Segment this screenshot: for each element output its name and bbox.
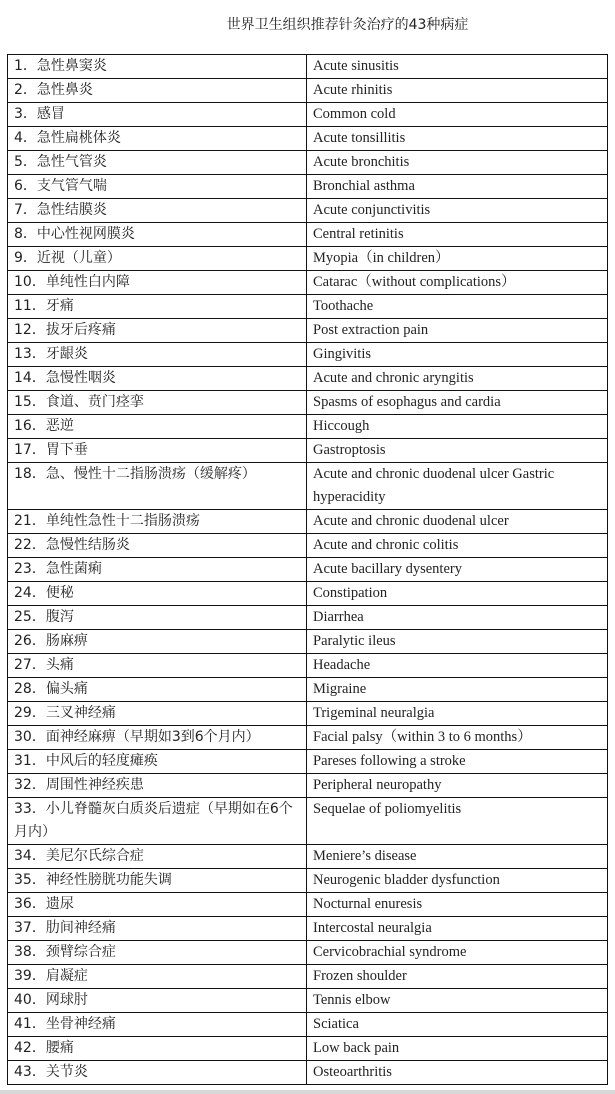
condition-chinese-name: 7．急性结膜炎	[8, 199, 307, 223]
table-row	[8, 55, 608, 79]
table-row	[8, 151, 608, 175]
condition-chinese-name: 31．中风后的轻度瘫痪	[8, 750, 307, 774]
condition-english-name: Headache	[307, 654, 608, 678]
condition-chinese-name: 38．颈臂综合症	[8, 941, 307, 965]
table-row	[8, 439, 608, 463]
condition-chinese-name: 6．支气管气喘	[8, 175, 307, 199]
table-row	[8, 295, 608, 319]
condition-chinese-name: 22．急慢性结肠炎	[8, 534, 307, 558]
condition-chinese-name: 5．急性气管炎	[8, 151, 307, 175]
bottom-divider	[0, 1090, 615, 1094]
condition-chinese-name: 39．肩凝症	[8, 965, 307, 989]
condition-english-name: Paralytic ileus	[307, 630, 608, 654]
condition-chinese-name: 26．肠麻痹	[8, 630, 307, 654]
table-row	[8, 79, 608, 103]
condition-english-name: Toothache	[307, 295, 608, 319]
condition-chinese-name: 18．急、慢性十二指肠溃疡（缓解疼）	[8, 463, 307, 510]
condition-chinese-name: 8．中心性视网膜炎	[8, 223, 307, 247]
condition-english-name: Central retinitis	[307, 223, 608, 247]
condition-chinese-name: 17．胃下垂	[8, 439, 307, 463]
condition-chinese-name: 37．肋间神经痛	[8, 917, 307, 941]
condition-chinese-name: 1．急性鼻窦炎	[8, 55, 307, 79]
condition-english-name: Post extraction pain	[307, 319, 608, 343]
table-row	[8, 175, 608, 199]
condition-english-name: Common cold	[307, 103, 608, 127]
condition-english-name: Trigeminal neuralgia	[307, 702, 608, 726]
table-row	[8, 869, 608, 893]
table-row	[8, 103, 608, 127]
condition-english-name: Diarrhea	[307, 606, 608, 630]
condition-english-name: Osteoarthritis	[307, 1061, 608, 1085]
condition-english-name: Gingivitis	[307, 343, 608, 367]
condition-chinese-name: 24．便秘	[8, 582, 307, 606]
condition-chinese-name: 13．牙龈炎	[8, 343, 307, 367]
condition-chinese-name: 10．单纯性白内障	[8, 271, 307, 295]
table-row	[8, 845, 608, 869]
table-row	[8, 367, 608, 391]
condition-english-name: Acute bronchitis	[307, 151, 608, 175]
condition-english-name: Constipation	[307, 582, 608, 606]
condition-english-name: Sequelae of poliomyelitis	[307, 798, 608, 845]
condition-chinese-name: 35．神经性膀胱功能失调	[8, 869, 307, 893]
table-row	[8, 558, 608, 582]
table-row	[8, 630, 608, 654]
condition-chinese-name: 28．偏头痛	[8, 678, 307, 702]
table-row	[8, 127, 608, 151]
table-row	[8, 774, 608, 798]
condition-english-name: Acute and chronic aryngitis	[307, 367, 608, 391]
table-row	[8, 510, 608, 534]
condition-chinese-name: 29．三叉神经痛	[8, 702, 307, 726]
table-row	[8, 319, 608, 343]
condition-chinese-name: 40．网球肘	[8, 989, 307, 1013]
condition-english-name: Frozen shoulder	[307, 965, 608, 989]
condition-english-name: Low back pain	[307, 1037, 608, 1061]
condition-chinese-name: 30．面神经麻痹（早期如3到6个月内）	[8, 726, 307, 750]
table-row	[8, 199, 608, 223]
condition-english-name: Bronchial asthma	[307, 175, 608, 199]
condition-english-name: Gastroptosis	[307, 439, 608, 463]
table-row	[8, 654, 608, 678]
table-row	[8, 534, 608, 558]
condition-english-name: Neurogenic bladder dysfunction	[307, 869, 608, 893]
table-row	[8, 606, 608, 630]
condition-chinese-name: 2．急性鼻炎	[8, 79, 307, 103]
condition-english-name: Acute sinusitis	[307, 55, 608, 79]
condition-chinese-name: 34．美尼尔氏综合症	[8, 845, 307, 869]
condition-english-name: Myopia（in children）	[307, 247, 608, 271]
condition-english-name: Acute tonsillitis	[307, 127, 608, 151]
table-row	[8, 582, 608, 606]
condition-chinese-name: 3．感冒	[8, 103, 307, 127]
table-row	[8, 917, 608, 941]
table-row	[8, 989, 608, 1013]
table-row	[8, 1037, 608, 1061]
table-row	[8, 965, 608, 989]
condition-chinese-name: 43．关节炎	[8, 1061, 307, 1085]
condition-english-name: Tennis elbow	[307, 989, 608, 1013]
condition-chinese-name: 27．头痛	[8, 654, 307, 678]
condition-english-name: Acute rhinitis	[307, 79, 608, 103]
condition-chinese-name: 4．急性扁桃体炎	[8, 127, 307, 151]
conditions-table-body	[8, 55, 608, 1085]
condition-chinese-name: 33．小儿脊髓灰白质炎后遗症（早期如在6个月内）	[8, 798, 307, 845]
condition-english-name: Hiccough	[307, 415, 608, 439]
condition-chinese-name: 16．恶逆	[8, 415, 307, 439]
condition-english-name: Peripheral neuropathy	[307, 774, 608, 798]
condition-english-name: Spasms of esophagus and cardia	[307, 391, 608, 415]
condition-english-name: Acute and chronic colitis	[307, 534, 608, 558]
condition-chinese-name: 14．急慢性咽炎	[8, 367, 307, 391]
table-row	[8, 343, 608, 367]
condition-chinese-name: 12．拔牙后疼痛	[8, 319, 307, 343]
condition-chinese-name: 41．坐骨神经痛	[8, 1013, 307, 1037]
table-row	[8, 726, 608, 750]
table-row	[8, 750, 608, 774]
condition-english-name: Intercostal neuralgia	[307, 917, 608, 941]
table-row	[8, 893, 608, 917]
table-row	[8, 798, 608, 845]
condition-english-name: Cervicobrachial syndrome	[307, 941, 608, 965]
condition-english-name: Facial palsy（within 3 to 6 months）	[307, 726, 608, 750]
table-row	[8, 941, 608, 965]
condition-chinese-name: 23．急性菌痢	[8, 558, 307, 582]
condition-english-name: Acute and chronic duodenal ulcer Gastric hyperacidity	[307, 463, 608, 510]
condition-english-name: Migraine	[307, 678, 608, 702]
document-title: 世界卫生组织推荐针灸治疗的43种病症	[226, 17, 469, 33]
condition-english-name: Pareses following a stroke	[307, 750, 608, 774]
condition-english-name: Sciatica	[307, 1013, 608, 1037]
condition-chinese-name: 21．单纯性急性十二指肠溃疡	[8, 510, 307, 534]
condition-english-name: Acute bacillary dysentery	[307, 558, 608, 582]
table-row	[8, 1061, 608, 1085]
condition-english-name: Acute and chronic duodenal ulcer	[307, 510, 608, 534]
condition-english-name: Nocturnal enuresis	[307, 893, 608, 917]
condition-english-name: Meniere’s disease	[307, 845, 608, 869]
table-row	[8, 271, 608, 295]
table-row	[8, 415, 608, 439]
table-row	[8, 463, 608, 510]
table-row	[8, 391, 608, 415]
condition-chinese-name: 36．遗尿	[8, 893, 307, 917]
condition-chinese-name: 11．牙痛	[8, 295, 307, 319]
table-row	[8, 1013, 608, 1037]
condition-english-name: Acute conjunctivitis	[307, 199, 608, 223]
condition-chinese-name: 32．周围性神经疾患	[8, 774, 307, 798]
table-row	[8, 247, 608, 271]
condition-english-name: Catarac（without complications）	[307, 271, 608, 295]
table-row	[8, 678, 608, 702]
condition-chinese-name: 9．近视（儿童）	[8, 247, 307, 271]
condition-chinese-name: 15．食道、贲门痉挛	[8, 391, 307, 415]
conditions-table	[7, 54, 608, 1085]
condition-chinese-name: 25．腹泻	[8, 606, 307, 630]
condition-chinese-name: 42．腰痛	[8, 1037, 307, 1061]
table-row	[8, 223, 608, 247]
table-row	[8, 702, 608, 726]
